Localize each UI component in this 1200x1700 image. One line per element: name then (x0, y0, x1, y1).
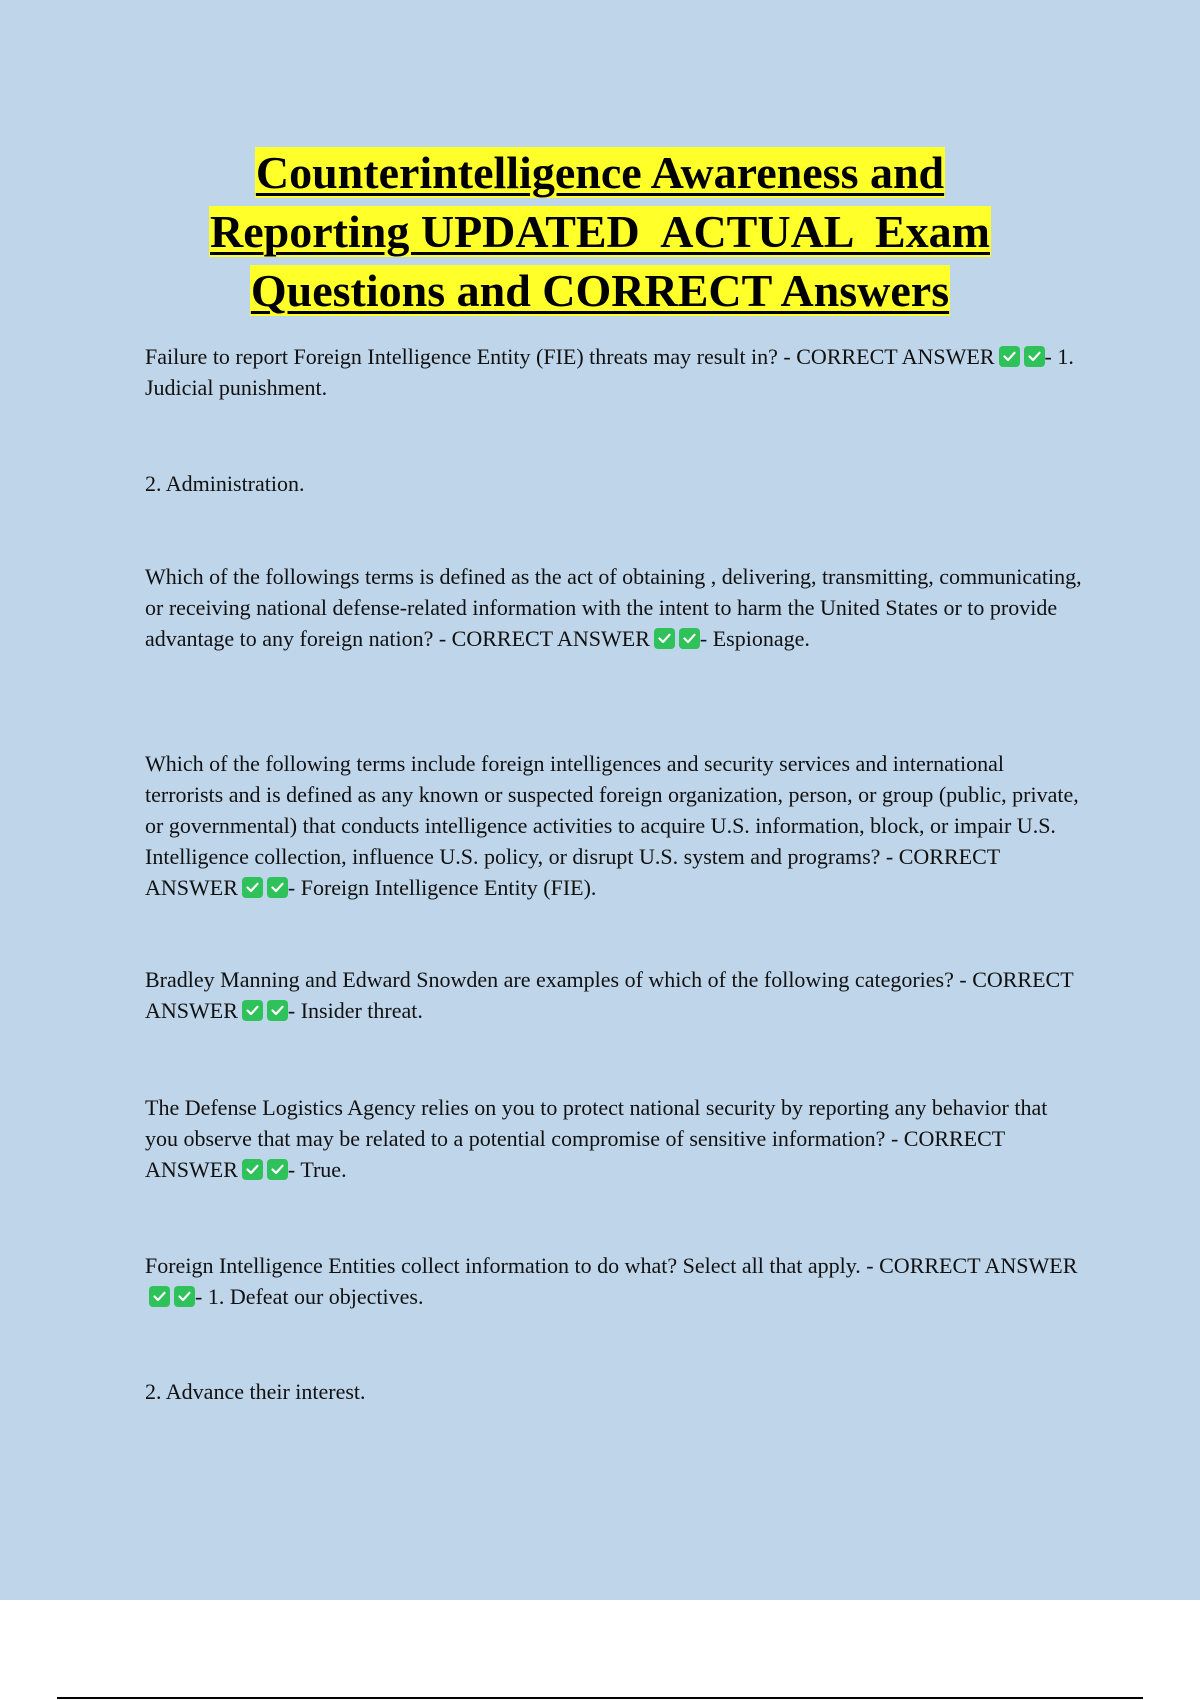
answer-text: - Foreign Intelligence Entity (FIE). (287, 875, 597, 900)
question-text: Which of the followings terms is defined as the act of obtaining , delivering, transmitting, communicating, or receiving national defense-related information with the intent to harm the United States or to provide advantage to any foreign nation? - CORRECT ANSWER (145, 564, 1082, 651)
title-line-2: Reporting UPDATED ACTUAL Exam (210, 206, 990, 257)
check-mark-icon (267, 1159, 288, 1180)
question-3 (145, 748, 1085, 903)
answer-text: - 1. Defeat our objectives. (195, 1284, 424, 1309)
check-mark-icon (242, 1159, 263, 1180)
check-mark-icon (267, 1000, 288, 1021)
check-mark-icon (242, 877, 263, 898)
answer-text: - True. (287, 1157, 347, 1182)
check-mark-icon (999, 346, 1020, 367)
question-1 (145, 341, 1085, 403)
check-mark-icon (174, 1286, 195, 1307)
answer-line (145, 468, 1085, 499)
check-mark-icon (679, 628, 700, 649)
answer-text: - 1. Judicial punishment. (145, 344, 1074, 400)
answer-text: - Insider threat. (287, 998, 423, 1023)
check-mark-icon (654, 628, 675, 649)
question-text: Foreign Intelligence Entities collect information to do what? Select all that apply. - CORRECT ANSWER (145, 1253, 1078, 1278)
question-2 (145, 561, 1085, 654)
answer-text: - Espionage. (699, 626, 810, 651)
question-6 (145, 1250, 1085, 1312)
check-mark-icon (149, 1286, 170, 1307)
check-mark-icon (1024, 346, 1045, 367)
question-text: Bradley Manning and Edward Snowden are examples of which of the following categories? - CORRECT ANSWER (145, 967, 1074, 1023)
check-mark-icon (267, 877, 288, 898)
question-text: The Defense Logistics Agency relies on you to protect national security by reporting any behavior that you observe that may be related to a potential compromise of sensitive information? - CORRECT ANSWER (145, 1095, 1048, 1182)
document-title (0, 143, 1200, 320)
question-text: Failure to report Foreign Intelligence Entity (FIE) threats may result in? - CORRECT ANSWER (145, 344, 995, 369)
check-mark-icon (242, 1000, 263, 1021)
question-5 (145, 1092, 1085, 1185)
question-4 (145, 964, 1085, 1026)
title-line-3: Questions and CORRECT Answers (250, 265, 950, 316)
title-line-1: Counterintelligence Awareness and (255, 147, 945, 198)
answer-line (145, 1376, 1085, 1407)
answer-text: 2. Advance their interest. (145, 1379, 366, 1404)
footer-divider (57, 1697, 1143, 1699)
question-text: Which of the following terms include foreign intelligences and security services and international terrorists and is defined as any known or suspected foreign organization, person, or group (public, private, or governmental) that conducts intelligence activities to acquire U.S. information, block, or impair U.S. Intelligence collection, influence U.S. policy, or disrupt U.S. system and programs? - CORRECT ANSWER (145, 751, 1079, 900)
answer-text: 2. Administration. (145, 471, 305, 496)
